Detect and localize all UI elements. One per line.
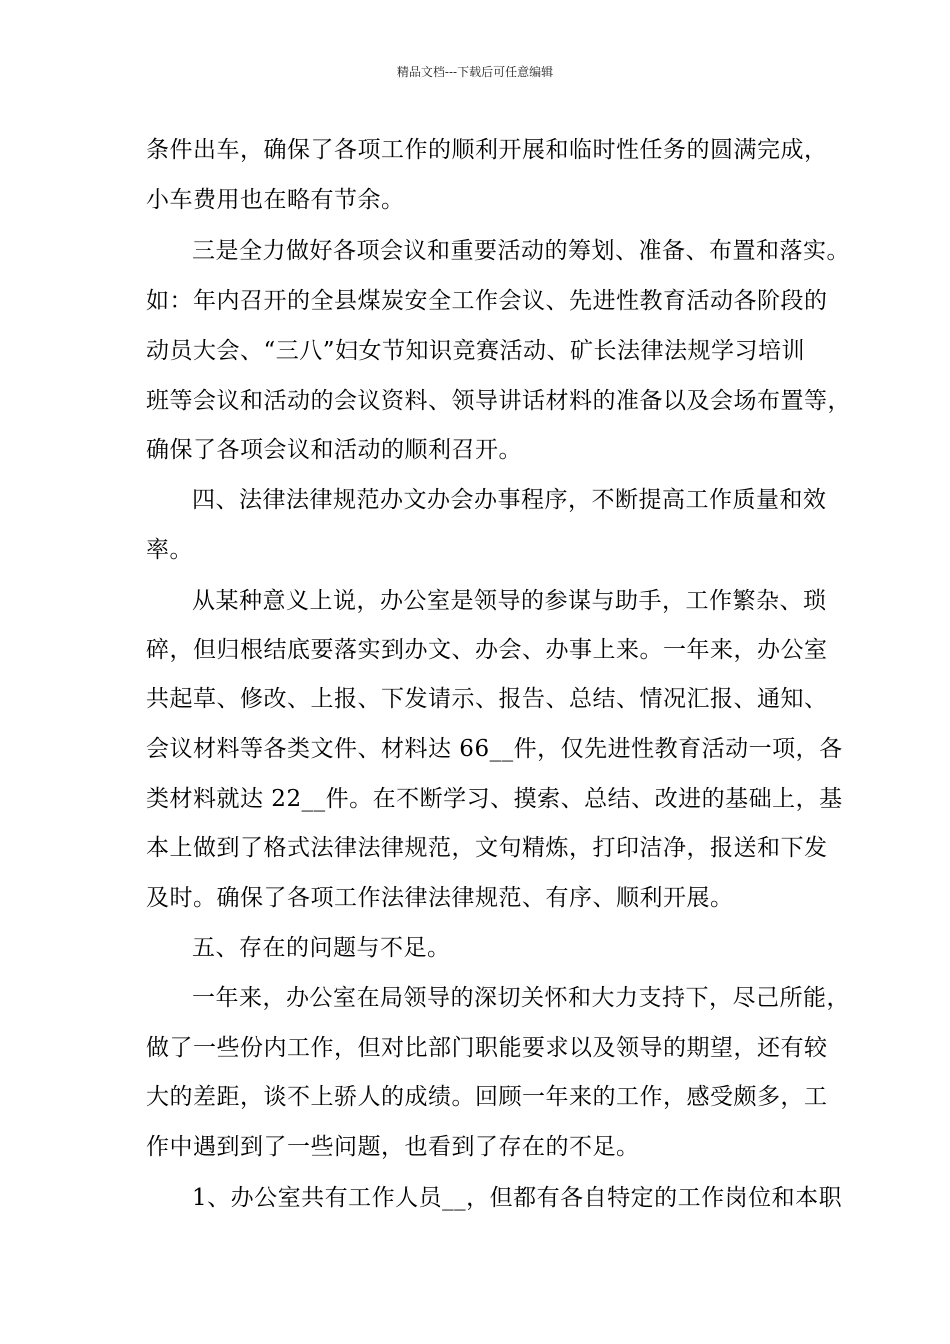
text-line: 会议材料等各类文件、材料达 66__件，仅先进性教育活动一项，各 <box>146 736 843 762</box>
paragraph-start-line: 三是全力做好各项会议和重要活动的筹划、准备、布置和落实。 <box>192 238 850 264</box>
paragraph-start-line: 一年来，办公室在局领导的深切关怀和大力支持下，尽己所能， <box>192 985 850 1011</box>
text-line: 共起草、修改、上报、下发请示、报告、总结、情况汇报、通知、 <box>146 686 828 712</box>
text-line: 动员大会、“三八”妇女节知识竞赛活动、矿长法律法规学习培训 <box>146 338 806 364</box>
text-line: 做了一些份内工作，但对比部门职能要求以及领导的期望，还有较 <box>146 1035 828 1061</box>
paragraph-start-line: 1、办公室共有工作人员__，但都有各自特定的工作岗位和本职 <box>192 1185 843 1211</box>
section-heading-line: 五、存在的问题与不足。 <box>192 935 451 961</box>
paragraph-start-line: 从某种意义上说，办公室是领导的参谋与助手，工作繁杂、琐 <box>192 588 827 614</box>
text-line: 大的差距，谈不上骄人的成绩。回顾一年来的工作，感受颇多，工 <box>146 1084 828 1110</box>
page-header: 精品文档---下载后可任意编辑 <box>396 65 554 79</box>
text-line: 确保了各项会议和活动的顺利召开。 <box>146 437 522 463</box>
text-line: 率。 <box>146 537 193 563</box>
text-line: 小车费用也在略有节余。 <box>146 187 405 213</box>
text-line: 班等会议和活动的会议资料、领导讲话材料的准备以及会场布置等， <box>146 388 851 414</box>
text-line: 及时。确保了各项工作法律法律规范、有序、顺利开展。 <box>146 885 734 911</box>
text-line: 作中遇到到了一些问题，也看到了存在的不足。 <box>146 1134 640 1160</box>
text-line: 类材料就达 22__件。在不断学习、摸索、总结、改进的基础上，基 <box>146 786 843 812</box>
section-heading-line: 四、法律法律规范办文办会办事程序，不断提高工作质量和效 <box>192 487 827 513</box>
text-line: 如：年内召开的全县煤炭安全工作会议、先进性教育活动各阶段的 <box>146 288 828 314</box>
text-line: 条件出车，确保了各项工作的顺利开展和临时性任务的圆满完成， <box>146 137 828 163</box>
text-line: 本上做到了格式法律法律规范，文句精炼，打印洁净，报送和下发 <box>146 835 828 861</box>
text-line: 碎，但归根结底要落实到办文、办会、办事上来。一年来，办公室 <box>146 637 828 663</box>
